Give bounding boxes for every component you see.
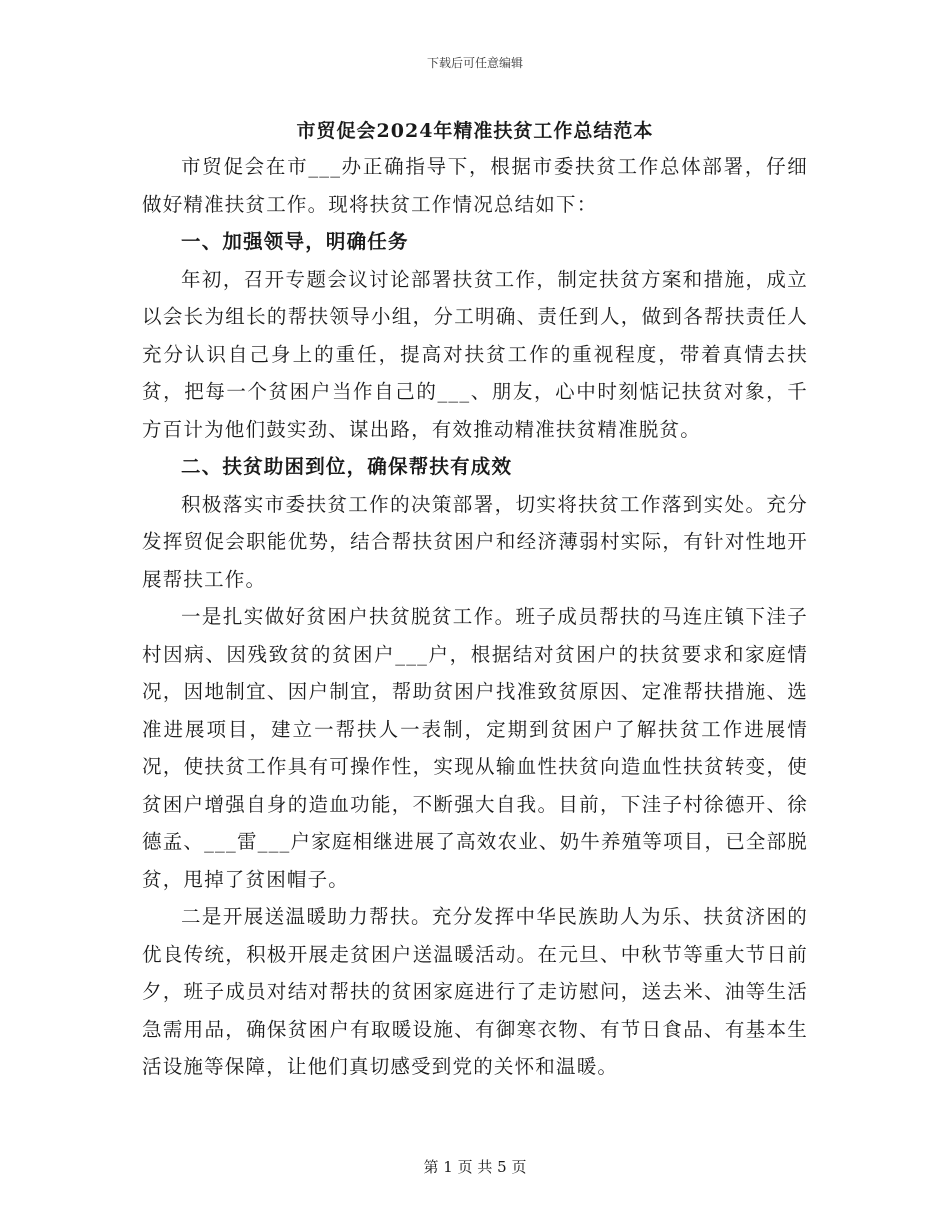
section-heading-2: 二、扶贫助困到位，确保帮扶有成效 bbox=[181, 455, 513, 478]
body-paragraph: 积极落实市委扶贫工作的决策部署，切实将扶贫工作落到实处。充分发挥贸促会职能优势，结合帮扶贫困户和经济薄弱村实际，有针对性地开展帮扶工作。 bbox=[142, 492, 808, 591]
body-paragraph: 年初，召开专题会议讨论部署扶贫工作，制定扶贫方案和措施，成立以会长为组长的帮扶领导小组，分工明确、责任到人，做到各帮扶责任人充分认识自己身上的重任，提高对扶贫工作的重视程度，带着真情去扶贫，把每一个贫困户当作自己的___、朋友，心中时刻惦记扶贫对象，千方百计为他们鼓实劲、谋出路，有效推动精准扶贫精准脱贫。 bbox=[142, 267, 808, 441]
body-paragraph: 二是开展送温暖助力帮扶。充分发挥中华民族助人为乐、扶贫济困的优良传统，积极开展走贫困户送温暖活动。在元旦、中秋节等重大节日前夕，班子成员对结对帮扶的贫困家庭进行了走访慰问，送去米、油等生活急需用品，确保贫困户有取暖设施、有御寒衣物、有节日食品、有基本生活设施等保障，让他们真切感受到党的关怀和温暖。 bbox=[142, 905, 808, 1078]
body-paragraph: 一是扎实做好贫困户扶贫脱贫工作。班子成员帮扶的马连庄镇下洼子村因病、因残致贫的贫困户___户，根据结对贫困户的扶贫要求和家庭情况，因地制宜、因户制宜，帮助贫困户找准致贫原因、定准帮扶措施、选准进展项目，建立一帮扶人一表制，定期到贫困户了解扶贫工作进展情况，使扶贫工作具有可操作性，实现从输血性扶贫向造血性扶贫转变，使贫困户增强自身的造血功能，不断强大自我。目前，下洼子村徐德开、徐德孟、___雷___户家庭相继进展了高效农业、奶牛养殖等项目，已全部脱贫，甩掉了贫困帽子。 bbox=[142, 605, 809, 891]
section-heading-1: 一、加强领导，明确任务 bbox=[181, 230, 409, 253]
page-number: 第 1 页 共 5 页 bbox=[423, 1158, 527, 1176]
document-body bbox=[142, 148, 808, 1086]
page-header-note: 下载后可任意编辑 bbox=[426, 56, 523, 70]
intro-paragraph: 市贸促会在市___办正确指导下，根据市委扶贫工作总体部署，仔细做好精准扶贫工作。现将扶贫工作情况总结如下： bbox=[142, 155, 808, 216]
document-title: 市贸促会2024年精准扶贫工作总结范本 bbox=[296, 120, 654, 142]
